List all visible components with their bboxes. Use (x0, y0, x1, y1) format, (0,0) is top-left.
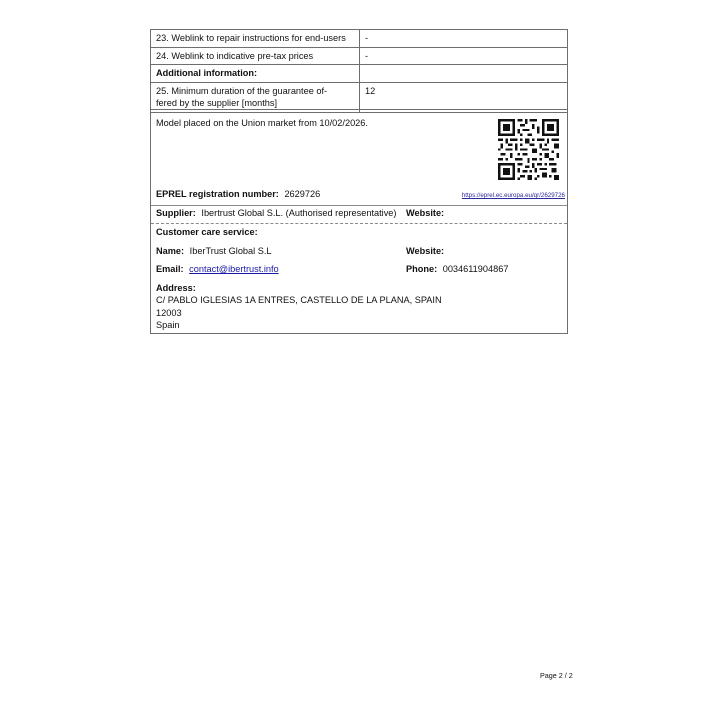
phone-label: Phone: (406, 264, 438, 274)
page-number: Page 2 / 2 (540, 671, 573, 680)
empty-cell (360, 65, 568, 83)
supplier-label: Supplier: (156, 208, 196, 218)
eprel-qr-link[interactable]: https://eprel.ec.europa.eu/qr/2629726 (461, 192, 565, 199)
table-section-header-row (151, 65, 568, 83)
customer-care-title: Customer care service: (156, 227, 258, 237)
qr-code-icon (498, 119, 559, 180)
eprel-number: 2629726 (284, 189, 321, 199)
row-label: 24. Weblink to indicative pre-tax prices (151, 47, 360, 65)
name-label: Name: (156, 246, 185, 256)
dashed-divider (151, 223, 567, 224)
phone-value: 0034611904867 (442, 264, 509, 274)
section-header: Additional information: (151, 65, 360, 83)
supplier-line (156, 208, 396, 218)
customer-care-email (156, 264, 279, 274)
row-label-line: fered by the supplier [months] (156, 98, 278, 108)
row-label-line: 25. Minimum duration of the guarantee of- (156, 85, 328, 96)
row-value: - (360, 30, 568, 48)
supplier-name: Ibertrust Global S.L. (Authorised representative) (201, 208, 397, 218)
address-line: C/ PABLO IGLESIAS 1A ENTRES, CASTELLO DE LA PLANA, SPAIN (156, 295, 442, 305)
customer-care-name (156, 246, 272, 256)
email-link[interactable]: contact@ibertrust.info (189, 264, 279, 274)
row-label: 23. Weblink to repair instructions for end-users (151, 30, 360, 48)
eprel-registration (156, 189, 320, 199)
market-placement-text: Model placed on the Union market from 10/02/2026. (156, 118, 368, 128)
supplier-website-label: Website: (406, 208, 445, 218)
address-postcode: 12003 (156, 308, 182, 318)
table-row (151, 30, 568, 48)
table-row (151, 47, 568, 65)
name-value: IberTrust Global S.L (189, 246, 272, 256)
table-row (151, 82, 568, 112)
row-label (151, 82, 360, 112)
address-label: Address: (156, 283, 196, 293)
eprel-label: EPREL registration number: (156, 189, 279, 199)
model-info-block (150, 109, 568, 334)
row-value: - (360, 47, 568, 65)
parameters-table (150, 29, 568, 113)
row-value: 12 (360, 82, 568, 112)
customer-care-phone (406, 264, 508, 274)
divider (151, 205, 567, 206)
email-label: Email: (156, 264, 184, 274)
address-country: Spain (156, 320, 180, 330)
customer-care-website-label: Website: (406, 246, 445, 256)
